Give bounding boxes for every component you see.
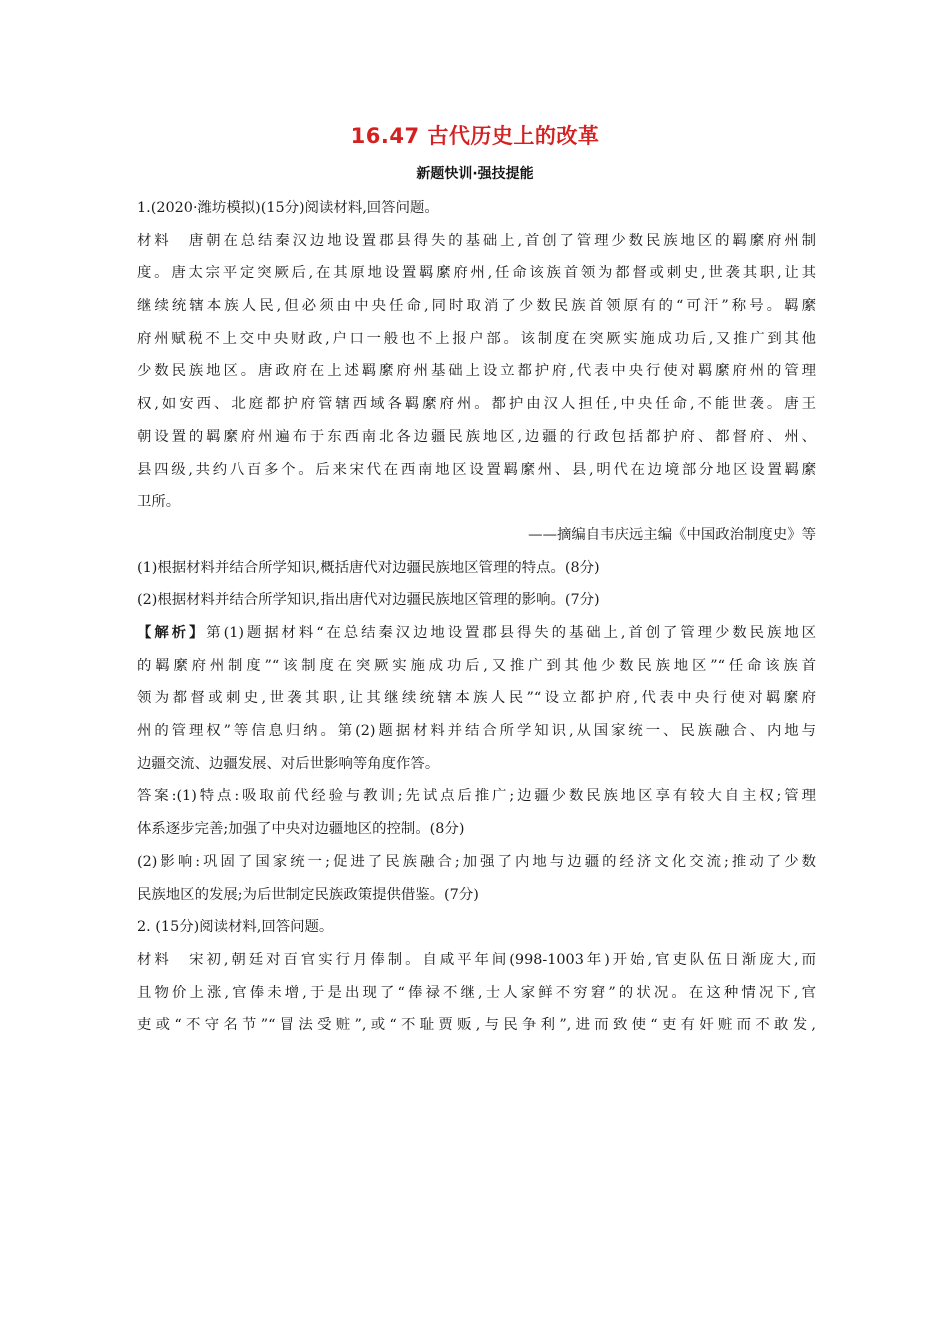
- q1-subquestion-2: (2)根据材料并结合所学知识,指出唐代对边疆民族地区管理的影响。(7分): [137, 592, 600, 609]
- q1-analysis-line: 州的管理权”等信息归纳。第(2)题据材料并结合所学知识,从国家统一、民族融合、内地与: [137, 723, 816, 740]
- q2-material-line: 吏或“不守名节”“冒法受赃”,或“不耻贾贩,与民争利”,进而致使“吏有奸赃而不敢发,: [137, 1017, 816, 1034]
- q2-material-line: 材料 宋初,朝廷对百官实行月俸制。自咸平年间(998-1003年)开始,官吏队伍日渐庞大,而: [137, 951, 816, 968]
- page-title: 16.47 古代历史上的改革: [350, 124, 600, 148]
- page-subtitle: 新题快训·强技提能: [416, 166, 534, 182]
- q1-header: 1.(2020·潍坊模拟)(15分)阅读材料,回答问题。: [137, 200, 439, 216]
- q1-material-line: 县四级,共约八百多个。后来宋代在西南地区设置羁縻州、县,明代在边境部分地区设置羁縻: [137, 461, 816, 478]
- q1-subquestion-1: (1)根据材料并结合所学知识,概括唐代对边疆民族地区管理的特点。(8分): [137, 559, 600, 576]
- q1-analysis-line: 边疆交流、边疆发展、对后世影响等角度作答。: [137, 755, 440, 772]
- q1-answer-line: 民族地区的发展;为后世制定民族政策提供借鉴。(7分): [137, 886, 479, 903]
- q1-analysis-line: 【解析】第(1)题据材料“在总结秦汉边地设置郡县得失的基础上,首创了管理少数民族地区: [137, 625, 816, 642]
- q1-analysis-line: 的羁縻府州制度”“该制度在突厥实施成功后,又推广到其他少数民族地区”“任命该族首: [137, 657, 816, 674]
- q1-analysis-line: 领为都督或刺史,世袭其职,让其继续统辖本族人民”“设立都护府,代表中央行使对羁縻府: [137, 690, 816, 707]
- q1-answer-line: 体系逐步完善;加强了中央对边疆地区的控制。(8分): [137, 821, 465, 838]
- q1-material-line: 权,如安西、北庭都护府管辖西域各羁縻府州。都护由汉人担任,中央任命,不能世袭。唐王: [137, 396, 816, 413]
- q1-material-line: 继续统辖本族人民,但必须由中央任命,同时取消了少数民族首领原有的“可汗”称号。羁縻: [137, 298, 816, 315]
- q1-material-line: 材料 唐朝在总结秦汉边地设置郡县得失的基础上,首创了管理少数民族地区的羁縻府州制: [137, 232, 816, 249]
- q2-material-line: 且物价上涨,官俸未增,于是出现了“俸禄不继,士人家鲜不穷窘”的状况。在这种情况下,官: [137, 984, 816, 1001]
- q1-material-line: 府州赋税不上交中央财政,户口一般也不上报户部。该制度在突厥实施成功后,又推广到其他: [137, 330, 816, 347]
- q2-header: 2. (15分)阅读材料,回答问题。: [137, 919, 334, 936]
- q1-answer-line: (2)影响:巩固了国家统一;促进了民族融合;加强了内地与边疆的经济文化交流;推动了少数: [137, 853, 816, 870]
- q1-material-line: 卫所。: [137, 494, 181, 511]
- analysis-tag: 【解析】: [137, 625, 207, 642]
- q1-material-line: 少数民族地区。唐政府在上述羁縻府州基础上设立都护府,代表中央行使对羁縻府州的管理: [137, 363, 816, 380]
- q1-material-line: 朝设置的羁縻府州遍布于东西南北各边疆民族地区,边疆的行政包括都护府、都督府、州、: [137, 428, 816, 445]
- q1-answer-line: 答案:(1)特点:吸取前代经验与教训;先试点后推广;边疆少数民族地区享有较大自主权;管理: [137, 788, 816, 805]
- q1-material-line: 度。唐太宗平定突厥后,在其原地设置羁縻府州,任命该族首领为都督或刺史,世袭其职,让其: [137, 265, 816, 282]
- q1-source: ——摘编自韦庆远主编《中国政治制度史》等: [528, 526, 816, 543]
- document-body: [137, 192, 816, 1042]
